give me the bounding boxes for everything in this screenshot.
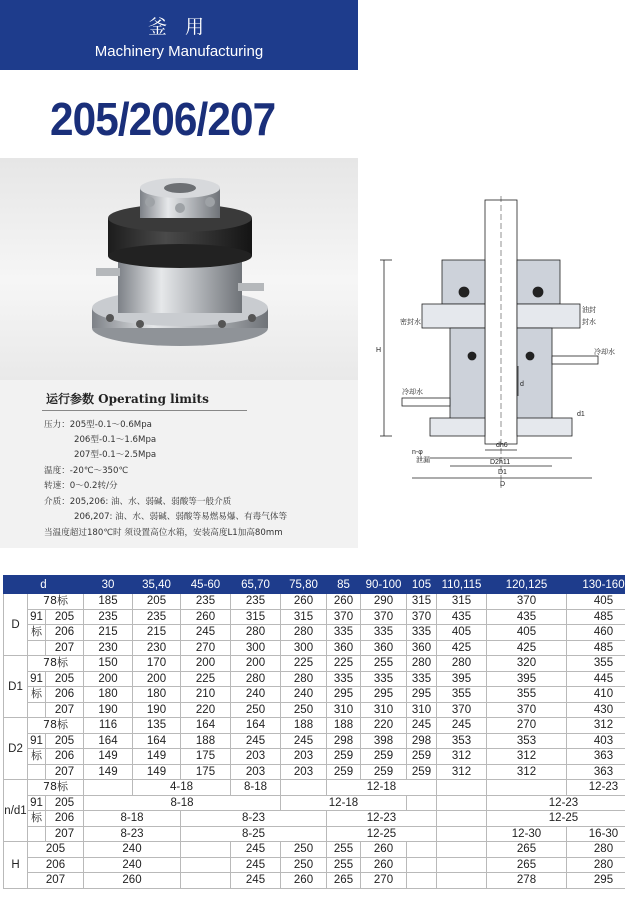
cell: 149 xyxy=(133,764,181,780)
cell: 259 xyxy=(407,749,437,765)
header-cell: 65,70 xyxy=(231,576,281,594)
header-cell: 105 xyxy=(407,576,437,594)
cell: 225 xyxy=(327,656,361,672)
cell: 270 xyxy=(361,873,407,889)
cell: 255 xyxy=(327,857,361,873)
header-cell: 35,40 xyxy=(133,576,181,594)
table-row xyxy=(4,873,625,889)
cell: 270 xyxy=(487,718,567,734)
group-label: D2 xyxy=(4,718,28,780)
header-cell: 120,125 xyxy=(487,576,567,594)
std-label: 标 xyxy=(28,749,46,765)
std-label: 标 xyxy=(28,811,46,827)
cell: 235 xyxy=(181,594,231,610)
limit-pressure-206: 206型-0.1～1.6Mpa xyxy=(74,435,157,445)
header-cell: 85 xyxy=(327,576,361,594)
cell: 230 xyxy=(133,640,181,656)
dim-d1: d1 xyxy=(577,411,585,418)
cell: 245 xyxy=(437,718,487,734)
cell: 485 xyxy=(567,640,625,656)
cell: 312 xyxy=(437,749,487,765)
cell: 270 xyxy=(181,640,231,656)
cell: 210 xyxy=(181,687,231,703)
cell: 149 xyxy=(84,749,133,765)
cell: 245 xyxy=(231,733,281,749)
cell: 425 xyxy=(437,640,487,656)
cell: 230 xyxy=(84,640,133,656)
std-label: 91 xyxy=(28,795,46,811)
table-row xyxy=(4,687,625,703)
cell: 260 xyxy=(84,873,181,889)
cell: 335 xyxy=(361,671,407,687)
cell: 312 xyxy=(487,749,567,765)
header-cell: 45-60 xyxy=(181,576,231,594)
spec-table xyxy=(3,575,625,889)
header-banner xyxy=(0,0,358,70)
operating-limits-panel xyxy=(0,380,358,548)
cell: 255 xyxy=(361,656,407,672)
cell: 260 xyxy=(361,857,407,873)
cell: 295 xyxy=(567,873,625,889)
table-row xyxy=(4,826,625,842)
cell: 240 xyxy=(84,857,181,873)
cell: 280 xyxy=(231,625,281,641)
limits-title: 运行参数 Operating limits xyxy=(46,392,209,406)
cell: 259 xyxy=(327,749,361,765)
cell: 150 xyxy=(84,656,133,672)
cell: 188 xyxy=(181,733,231,749)
cell: 363 xyxy=(567,764,625,780)
label-cooling-water-in: 冷却水 xyxy=(402,389,423,396)
table-row xyxy=(4,857,625,873)
model-label: 207 xyxy=(46,640,84,656)
cell: 310 xyxy=(407,702,437,718)
std-label: 标 xyxy=(28,625,46,641)
cell: 4-18 xyxy=(133,780,231,796)
cell: 164 xyxy=(181,718,231,734)
cell: 410 xyxy=(567,687,625,703)
cell: 360 xyxy=(407,640,437,656)
cell: 225 xyxy=(281,656,327,672)
cell: 295 xyxy=(327,687,361,703)
cell: 260 xyxy=(327,594,361,610)
cell: 259 xyxy=(407,764,437,780)
group-label: H xyxy=(4,842,28,889)
table-row xyxy=(4,749,625,765)
label-seal-water: 密封水 xyxy=(400,319,421,326)
cell: 335 xyxy=(407,671,437,687)
label-leakage: 泄漏 xyxy=(416,457,430,464)
table-row xyxy=(4,733,625,749)
cell: 370 xyxy=(487,702,567,718)
cell: 200 xyxy=(231,656,281,672)
cell: 116 xyxy=(84,718,133,734)
cell: 200 xyxy=(133,671,181,687)
model-label: 205 xyxy=(46,671,84,687)
cell: 298 xyxy=(407,733,437,749)
group-label: D1 xyxy=(4,656,28,718)
cell: 149 xyxy=(133,749,181,765)
table-row xyxy=(4,625,625,641)
table-row xyxy=(4,594,625,610)
cell: 295 xyxy=(407,687,437,703)
cell: 8-25 xyxy=(181,826,327,842)
cell: 260 xyxy=(281,873,327,889)
cell: 16-30 xyxy=(567,826,625,842)
cell: 259 xyxy=(361,764,407,780)
mechanical-seal-illustration xyxy=(0,158,358,380)
std-label: 91 xyxy=(28,733,46,749)
cell: 300 xyxy=(231,640,281,656)
technical-drawing xyxy=(372,196,622,496)
cell: 360 xyxy=(327,640,361,656)
cell: 430 xyxy=(567,702,625,718)
table-row xyxy=(4,609,625,625)
cell: 190 xyxy=(133,702,181,718)
header-cell: 110,115 xyxy=(437,576,487,594)
table-row xyxy=(4,811,625,827)
model-label: 207 xyxy=(46,764,84,780)
cell: 370 xyxy=(487,594,567,610)
model-label: 205 xyxy=(28,842,84,858)
cell: 370 xyxy=(327,609,361,625)
model-label: 205 xyxy=(46,795,84,811)
label-cooling-water-out: 冷却水 xyxy=(594,349,615,356)
cell: 405 xyxy=(437,625,487,641)
header-cell: 75,80 xyxy=(281,576,327,594)
cell: 12-23 xyxy=(487,795,625,811)
std-label: 78标 xyxy=(28,780,84,796)
model-label: 205 xyxy=(46,609,84,625)
cell: 335 xyxy=(361,625,407,641)
cell: 175 xyxy=(181,764,231,780)
cell: 312 xyxy=(567,718,625,734)
cell: 280 xyxy=(437,656,487,672)
label-oil-seal: 油封 xyxy=(582,307,596,314)
cell: 8-23 xyxy=(84,826,181,842)
model-label: 206 xyxy=(46,749,84,765)
table-row xyxy=(4,780,625,796)
model-label: 207 xyxy=(46,702,84,718)
cell: 445 xyxy=(567,671,625,687)
limit-pressure-205: 压力：205型-0.1～0.6Mpa xyxy=(44,420,152,430)
std-label: 78标 xyxy=(28,656,84,672)
cell: 235 xyxy=(133,609,181,625)
dim-n-d: n-φ xyxy=(412,449,423,456)
limit-speed: 转速：0～0.2转/分 xyxy=(44,481,118,491)
cell: 435 xyxy=(487,609,567,625)
cell: 280 xyxy=(567,842,625,858)
cell: 398 xyxy=(361,733,407,749)
cell: 225 xyxy=(181,671,231,687)
group-label: D xyxy=(4,594,28,656)
cell: 355 xyxy=(567,656,625,672)
cell: 245 xyxy=(231,857,281,873)
std-label: 78标 xyxy=(28,718,84,734)
label-seal-water-2: 封水 xyxy=(582,319,596,326)
cell: 310 xyxy=(327,702,361,718)
std-label: 91 xyxy=(28,671,46,687)
cell: 353 xyxy=(437,733,487,749)
table-row xyxy=(4,702,625,718)
cell: 245 xyxy=(181,625,231,641)
cell: 280 xyxy=(567,857,625,873)
cell: 405 xyxy=(567,594,625,610)
header-title-cn: 釜 用 xyxy=(147,16,211,38)
cell: 12-23 xyxy=(327,811,437,827)
cell: 203 xyxy=(281,749,327,765)
cell: 203 xyxy=(231,764,281,780)
model-label: 207 xyxy=(46,826,84,842)
table-row xyxy=(4,764,625,780)
cell: 215 xyxy=(133,625,181,641)
cell: 260 xyxy=(281,594,327,610)
cell: 280 xyxy=(407,656,437,672)
cell: 12-23 xyxy=(567,780,625,796)
cell: 370 xyxy=(437,702,487,718)
model-label: 206 xyxy=(46,687,84,703)
cell: 180 xyxy=(84,687,133,703)
cell: 360 xyxy=(361,640,407,656)
table-row xyxy=(4,795,625,811)
cell: 405 xyxy=(487,625,567,641)
header-cell: 30 xyxy=(84,576,133,594)
cell: 200 xyxy=(181,656,231,672)
cell: 315 xyxy=(407,594,437,610)
cell: 180 xyxy=(133,687,181,703)
table-header-row xyxy=(4,576,625,594)
cell: 188 xyxy=(281,718,327,734)
model-label: 206 xyxy=(46,811,84,827)
cell: 280 xyxy=(281,625,327,641)
cell: 250 xyxy=(281,842,327,858)
cell: 170 xyxy=(133,656,181,672)
cell: 12-25 xyxy=(487,811,625,827)
cell: 175 xyxy=(181,749,231,765)
limit-medium-207: 206,207: 油、水、弱碱、弱酸等易燃易爆、有毒气体等 xyxy=(74,512,288,522)
cell: 370 xyxy=(361,609,407,625)
dim-d: d xyxy=(520,381,524,388)
cell: 395 xyxy=(487,671,567,687)
cell: 395 xyxy=(437,671,487,687)
cell: 363 xyxy=(567,749,625,765)
cell: 203 xyxy=(281,764,327,780)
dim-dh6: dh6 xyxy=(496,442,508,449)
cell: 335 xyxy=(327,671,361,687)
limits-divider xyxy=(42,410,247,411)
cell: 460 xyxy=(567,625,625,641)
cell: 245 xyxy=(231,842,281,858)
cell: 280 xyxy=(231,671,281,687)
product-photo xyxy=(0,158,358,380)
header-cell: 90-100 xyxy=(361,576,407,594)
header-title-en: Machinery Manufacturing xyxy=(94,43,264,60)
cell: 164 xyxy=(231,718,281,734)
cell: 8-18 xyxy=(231,780,281,796)
cell: 185 xyxy=(84,594,133,610)
cell: 12-18 xyxy=(327,780,437,796)
cell: 435 xyxy=(437,609,487,625)
dim-D: D xyxy=(500,481,506,488)
table-row xyxy=(4,718,625,734)
model-label: 205 xyxy=(46,733,84,749)
group-label: n/d1 xyxy=(4,780,28,842)
cell: 259 xyxy=(361,749,407,765)
cell: 240 xyxy=(231,687,281,703)
cell: 259 xyxy=(327,764,361,780)
cell: 8-18 xyxy=(84,795,281,811)
cell: 315 xyxy=(231,609,281,625)
cell: 245 xyxy=(281,733,327,749)
table-row xyxy=(4,640,625,656)
limit-medium-205-206: 介质：205,206: 油、水、弱碱、弱酸等一般介质 xyxy=(44,497,232,507)
cell: 235 xyxy=(84,609,133,625)
cell: 295 xyxy=(361,687,407,703)
cell: 240 xyxy=(84,842,181,858)
limit-temperature: 温度：-20℃～350℃ xyxy=(44,466,129,476)
cell: 12-18 xyxy=(281,795,407,811)
cell: 312 xyxy=(487,764,567,780)
cell: 278 xyxy=(487,873,567,889)
cell: 335 xyxy=(327,625,361,641)
cell: 280 xyxy=(281,671,327,687)
std-label: 91 xyxy=(28,609,46,625)
model-label: 206 xyxy=(28,857,84,873)
cell: 164 xyxy=(84,733,133,749)
table-row xyxy=(4,842,625,858)
limit-pressure-207: 207型-0.1～2.5Mpa xyxy=(74,450,157,460)
cell: 310 xyxy=(361,702,407,718)
cell: 298 xyxy=(327,733,361,749)
cell: 260 xyxy=(181,609,231,625)
cell: 265 xyxy=(487,842,567,858)
table-row xyxy=(4,671,625,687)
cell: 240 xyxy=(281,687,327,703)
cell: 250 xyxy=(281,702,327,718)
cell: 315 xyxy=(281,609,327,625)
std-label: 标 xyxy=(28,687,46,703)
cell: 250 xyxy=(231,702,281,718)
cell: 320 xyxy=(487,656,567,672)
cell: 312 xyxy=(437,764,487,780)
cell: 250 xyxy=(281,857,327,873)
model-label: 206 xyxy=(46,625,84,641)
cell: 260 xyxy=(361,842,407,858)
cell: 265 xyxy=(487,857,567,873)
cell: 335 xyxy=(407,625,437,641)
cell: 200 xyxy=(84,671,133,687)
cell: 12-30 xyxy=(487,826,567,842)
cell: 300 xyxy=(281,640,327,656)
cell: 403 xyxy=(567,733,625,749)
dim-D2h11: D2h11 xyxy=(490,459,511,466)
header-cell: 130-160 xyxy=(567,576,625,594)
dim-D1: D1 xyxy=(498,469,507,476)
cell: 215 xyxy=(84,625,133,641)
cell: 190 xyxy=(84,702,133,718)
cell: 12-25 xyxy=(327,826,437,842)
cell: 203 xyxy=(231,749,281,765)
cell: 370 xyxy=(407,609,437,625)
cell: 290 xyxy=(361,594,407,610)
cell: 8-23 xyxy=(181,811,327,827)
cell: 255 xyxy=(327,842,361,858)
cell: 485 xyxy=(567,609,625,625)
cell: 265 xyxy=(327,873,361,889)
cell: 205 xyxy=(133,594,181,610)
cell: 188 xyxy=(327,718,361,734)
cell: 235 xyxy=(231,594,281,610)
cell: 135 xyxy=(133,718,181,734)
cell: 355 xyxy=(487,687,567,703)
cell: 164 xyxy=(133,733,181,749)
cell: 149 xyxy=(84,764,133,780)
cell: 315 xyxy=(437,594,487,610)
limit-note: 当温度超过180℃时 须设置高位水箱，安装高度L1加高80mm xyxy=(44,528,283,538)
cell: 220 xyxy=(361,718,407,734)
cell: 425 xyxy=(487,640,567,656)
cell: 245 xyxy=(231,873,281,889)
model-label: 207 xyxy=(28,873,84,889)
cell: 8-18 xyxy=(84,811,181,827)
cell: 220 xyxy=(181,702,231,718)
table-row xyxy=(4,656,625,672)
dim-H: H xyxy=(376,347,382,354)
cell: 245 xyxy=(407,718,437,734)
model-title: 205/206/207 xyxy=(50,93,276,145)
cell: 355 xyxy=(437,687,487,703)
std-label: 78标 xyxy=(28,594,84,610)
header-cell: d xyxy=(4,576,84,594)
cell: 353 xyxy=(487,733,567,749)
